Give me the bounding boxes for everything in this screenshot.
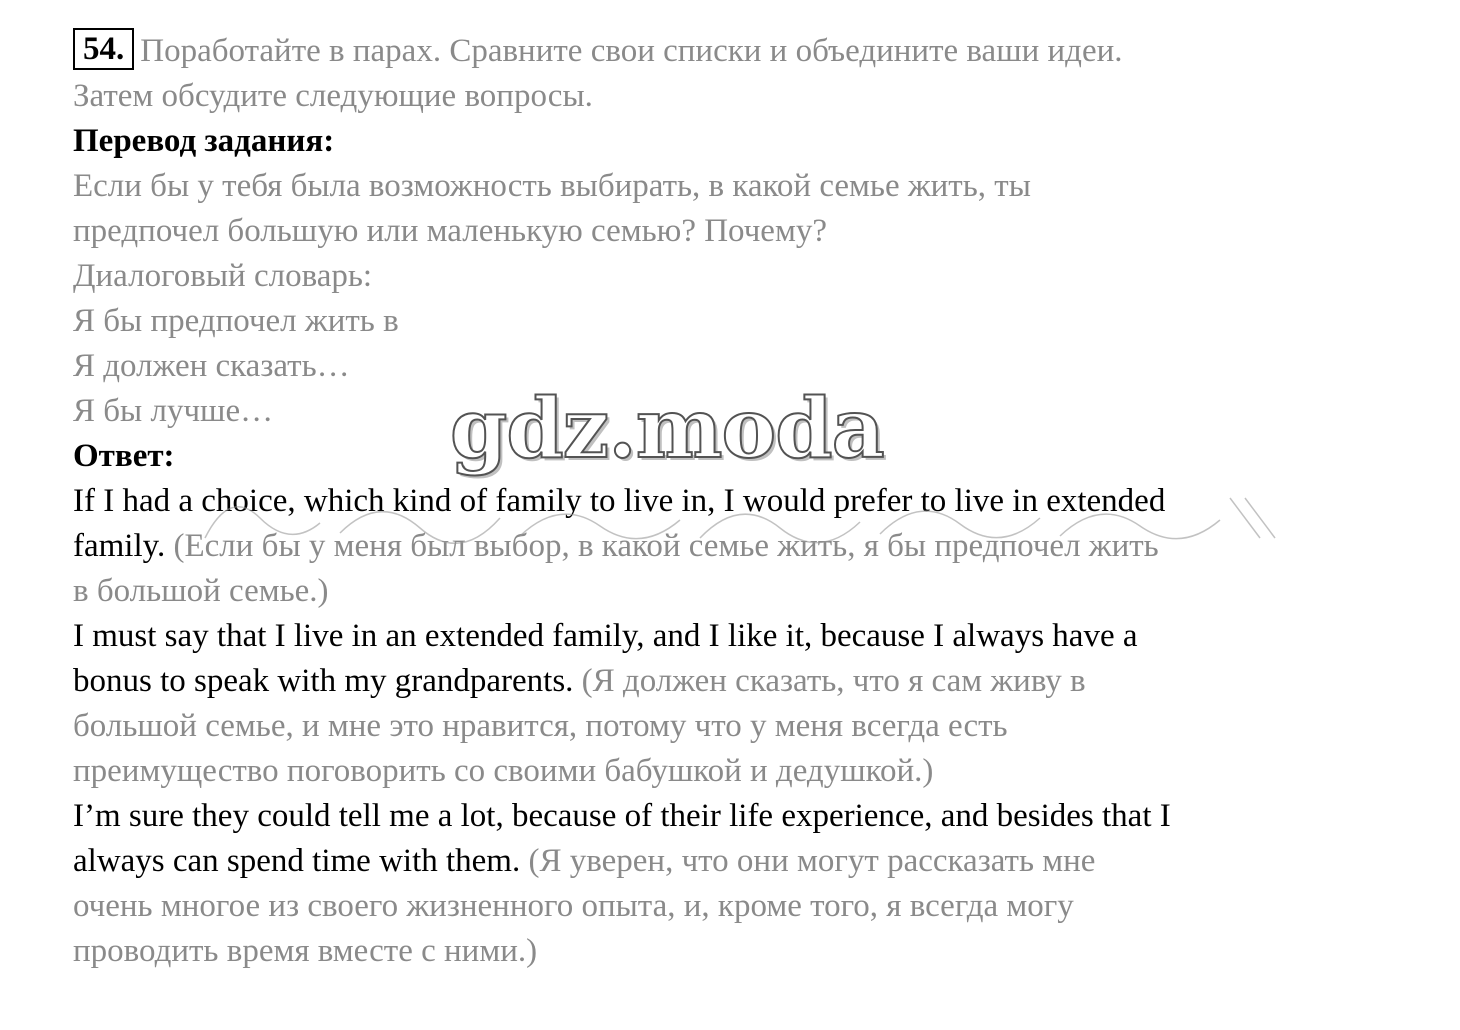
answer-p3-line-1: I’m sure they could tell me a lot, because of their life experience, and besides that I [73, 798, 1171, 834]
watermark-logo: gdz.moda [450, 381, 884, 477]
task-text-1: Поработайте в парах. Сравните свои списки и объедините ваши идеи. [140, 33, 1123, 69]
answer-p2-english: bonus to speak with my grandparents. [73, 663, 574, 699]
translation-heading: Перевод задания: [73, 123, 335, 159]
task-line-1 [73, 28, 1393, 74]
translation-line: Я бы лучше… [73, 393, 274, 429]
answer-p3-line-3: очень многое из своего жизненного опыта, и, кроме того, я всегда могу [73, 888, 1074, 924]
answer-heading: Ответ: [73, 438, 175, 474]
task-number-box: 54. [73, 28, 134, 70]
answer-p1-line-1: If I had a choice, which kind of family to live in, I would prefer to live in extended [73, 483, 1166, 519]
translation-line: Диалоговый словарь: [73, 258, 373, 294]
answer-p1-russian: (Если бы у меня был выбор, в какой семье жить, я бы предпочел жить [173, 528, 1159, 564]
translation-line: предпочел большую или маленькую семью? Почему? [73, 213, 827, 249]
answer-p3-russian: (Я уверен, что они могут рассказать мне [528, 843, 1096, 879]
answer-p2-line-2 [73, 659, 1393, 704]
answer-p1-line-3: в большой семье.) [73, 573, 329, 609]
answer-p2-line-1: I must say that I live in an extended family, and I like it, because I always have a [73, 618, 1138, 654]
answer-p2-line-3: большой семье, и мне это нравится, потому что у меня всегда есть [73, 708, 1008, 744]
answer-p1-line-2 [73, 524, 1393, 569]
translation-line: Я бы предпочел жить в [73, 303, 399, 339]
answer-p3-line-2 [73, 839, 1393, 884]
answer-p3-english: always can spend time with them. [73, 843, 521, 879]
document-page [73, 28, 1393, 974]
answer-p3-line-4: проводить время вместе с ними.) [73, 933, 538, 969]
task-text-2: Затем обсудите следующие вопросы. [73, 78, 593, 114]
translation-line: Я должен сказать… [73, 348, 350, 384]
answer-p1-english: family. [73, 528, 166, 564]
answer-p2-russian: (Я должен сказать, что я сам живу в [581, 663, 1086, 699]
translation-line: Если бы у тебя была возможность выбирать, в какой семье жить, ты [73, 168, 1031, 204]
answer-p2-line-4: преимущество поговорить со своими бабушкой и дедушкой.) [73, 753, 934, 789]
